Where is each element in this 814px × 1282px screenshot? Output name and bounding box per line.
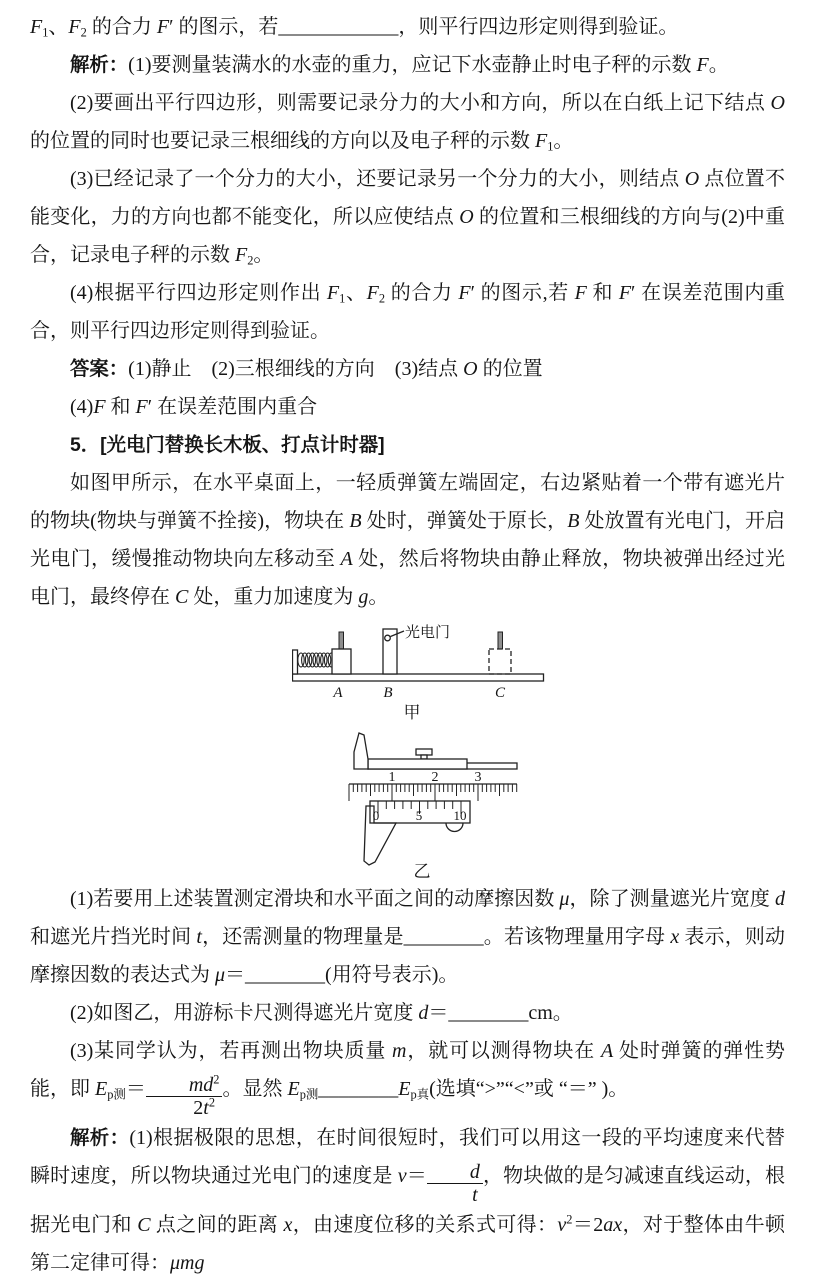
figure-jia-apparatus: [292, 624, 785, 724]
thumbscrew: [416, 749, 432, 755]
label-a: A: [333, 685, 343, 701]
figure-yi-caliper: [342, 728, 785, 880]
photogate-sensor-hole: [385, 635, 391, 641]
caliper-top-bar: [368, 759, 467, 769]
block-at-a: [332, 649, 351, 674]
paragraph-f-composite-tail: $F_1$、$F_2$ 的合力 F′ 的图示，若____________，则平行四边形定则得到验证。: [30, 16, 679, 40]
label-b: B: [383, 685, 393, 701]
sub-question-2: (2)如图乙，用游标卡尺测得遮光片宽度 d＝________cm。: [70, 1002, 573, 1024]
light-blocker-flag-a: [339, 632, 344, 649]
block-at-c-dashed: [489, 649, 511, 674]
paragraph-answer: 答案：(1)静止 (2)三根细线的方向 (3)结点 O 的位置: [70, 358, 543, 380]
apparatus-diagram: [292, 624, 562, 724]
question-5-intro: 如图甲所示，在水平桌面上，一轻质弹簧左端固定，右边紧贴着一个带有遮光片的物块(物块与弹簧不拴接)，物块在 B 处时，弹簧处于原长，B 处放置有光电门，开启光电门，缓慢推动物块向左移动至 A 处，然后将物块由静止释放，物块被弹出经过光电门，最终停在 C 处，重力加速度为 g。: [30, 472, 786, 608]
paragraph-jiexi-q5: 解析：(1)根据极限的思想，在时间很短时，我们可以用这一段的平均速度来代替瞬时速度，所以物块通过光电门的速度是 v＝ $\frac{d}{t}$ ，物块做的是匀减速直线运动，根据光电门和 C 点之间的距离 x，由速度位移的关系式可得：$v^2=2ax$，对于整体由牛顿第二定律可得：μmg: [30, 1127, 786, 1274]
main-scale-number-3: 3: [474, 770, 482, 785]
figure-yi-caption: 乙: [413, 862, 431, 880]
paragraph-jiexi-2: (2)要画出平行四边形，则需要记录分力的大小和方向，所以在白纸上记下结点 O 的位置的同时也要记录三根细线的方向以及电子秤的示数 $F_1$。: [30, 92, 785, 154]
spring-icon: [298, 653, 335, 667]
main-scale-number-2: 2: [431, 770, 439, 785]
sub-question-1: (1)若要用上述装置测定滑块和水平面之间的动摩擦因数 μ，除了测量遮光片宽度 d 和遮光片挡光时间 t，还需测量的物理量是________。若该物理量用字母 x 表示，则动摩擦因数的表达式为 μ＝________(用符号表示)。: [30, 888, 786, 986]
main-scale-ticks: [349, 784, 517, 801]
vernier-number-0: 0: [372, 808, 380, 823]
table-surface: [293, 674, 544, 681]
paragraph-jiexi-3: (3)已经记录了一个分力的大小，还要记录另一个分力的大小，则结点 O 点位置不能变化，力的方向也都不能变化，所以应使结点 O 的位置和三根细线的方向与(2)中重合，记录电子秤的示数 $F_2$。: [30, 168, 785, 268]
paragraph-answer-4: (4)F 和 F′ 在误差范围内重合: [70, 396, 318, 418]
vernier-number-5: 5: [415, 808, 423, 823]
figure-jia-caption: 甲: [403, 703, 421, 722]
slider-thumb-notch: [446, 823, 463, 832]
paragraph-jiexi-1: 解析：(1)要测量装满水的水壶的重力，应记下水壶静止时电子秤的示数 F。: [70, 54, 729, 76]
vernier-number-10: 10: [453, 808, 467, 823]
light-blocker-flag-c: [498, 632, 503, 649]
sub-question-3: (3)某同学认为，若再测出物块质量 m，就可以测得物块在 A 处时弹簧的弹性势能，即 $E_{p测}=$ $\frac{md^2}{2t^2}$ 。显然 $E_{p测}\_\_\_\_\_\_\_\_E_{p真}$(选填“>”“<”或 “＝” )。: [30, 1040, 786, 1119]
main-scale-number-1: 1: [388, 770, 396, 785]
lower-jaw: [364, 806, 396, 865]
vernier-caliper-diagram: [342, 728, 522, 880]
fixed-wall: [293, 650, 298, 674]
paragraph-jiexi-4: (4)根据平行四边形定则作出 $F_1$、$F_2$ 的合力 F′ 的图示,若 F 和 F′ 在误差范围内重合，则平行四边形定则得到验证。: [30, 282, 786, 342]
fixed-jaw: [354, 733, 368, 769]
photogate-label: 光电门: [405, 625, 451, 641]
question-5-heading: 5．[光电门替换长木板、打点计时器]: [70, 434, 385, 456]
label-c: C: [494, 685, 506, 701]
